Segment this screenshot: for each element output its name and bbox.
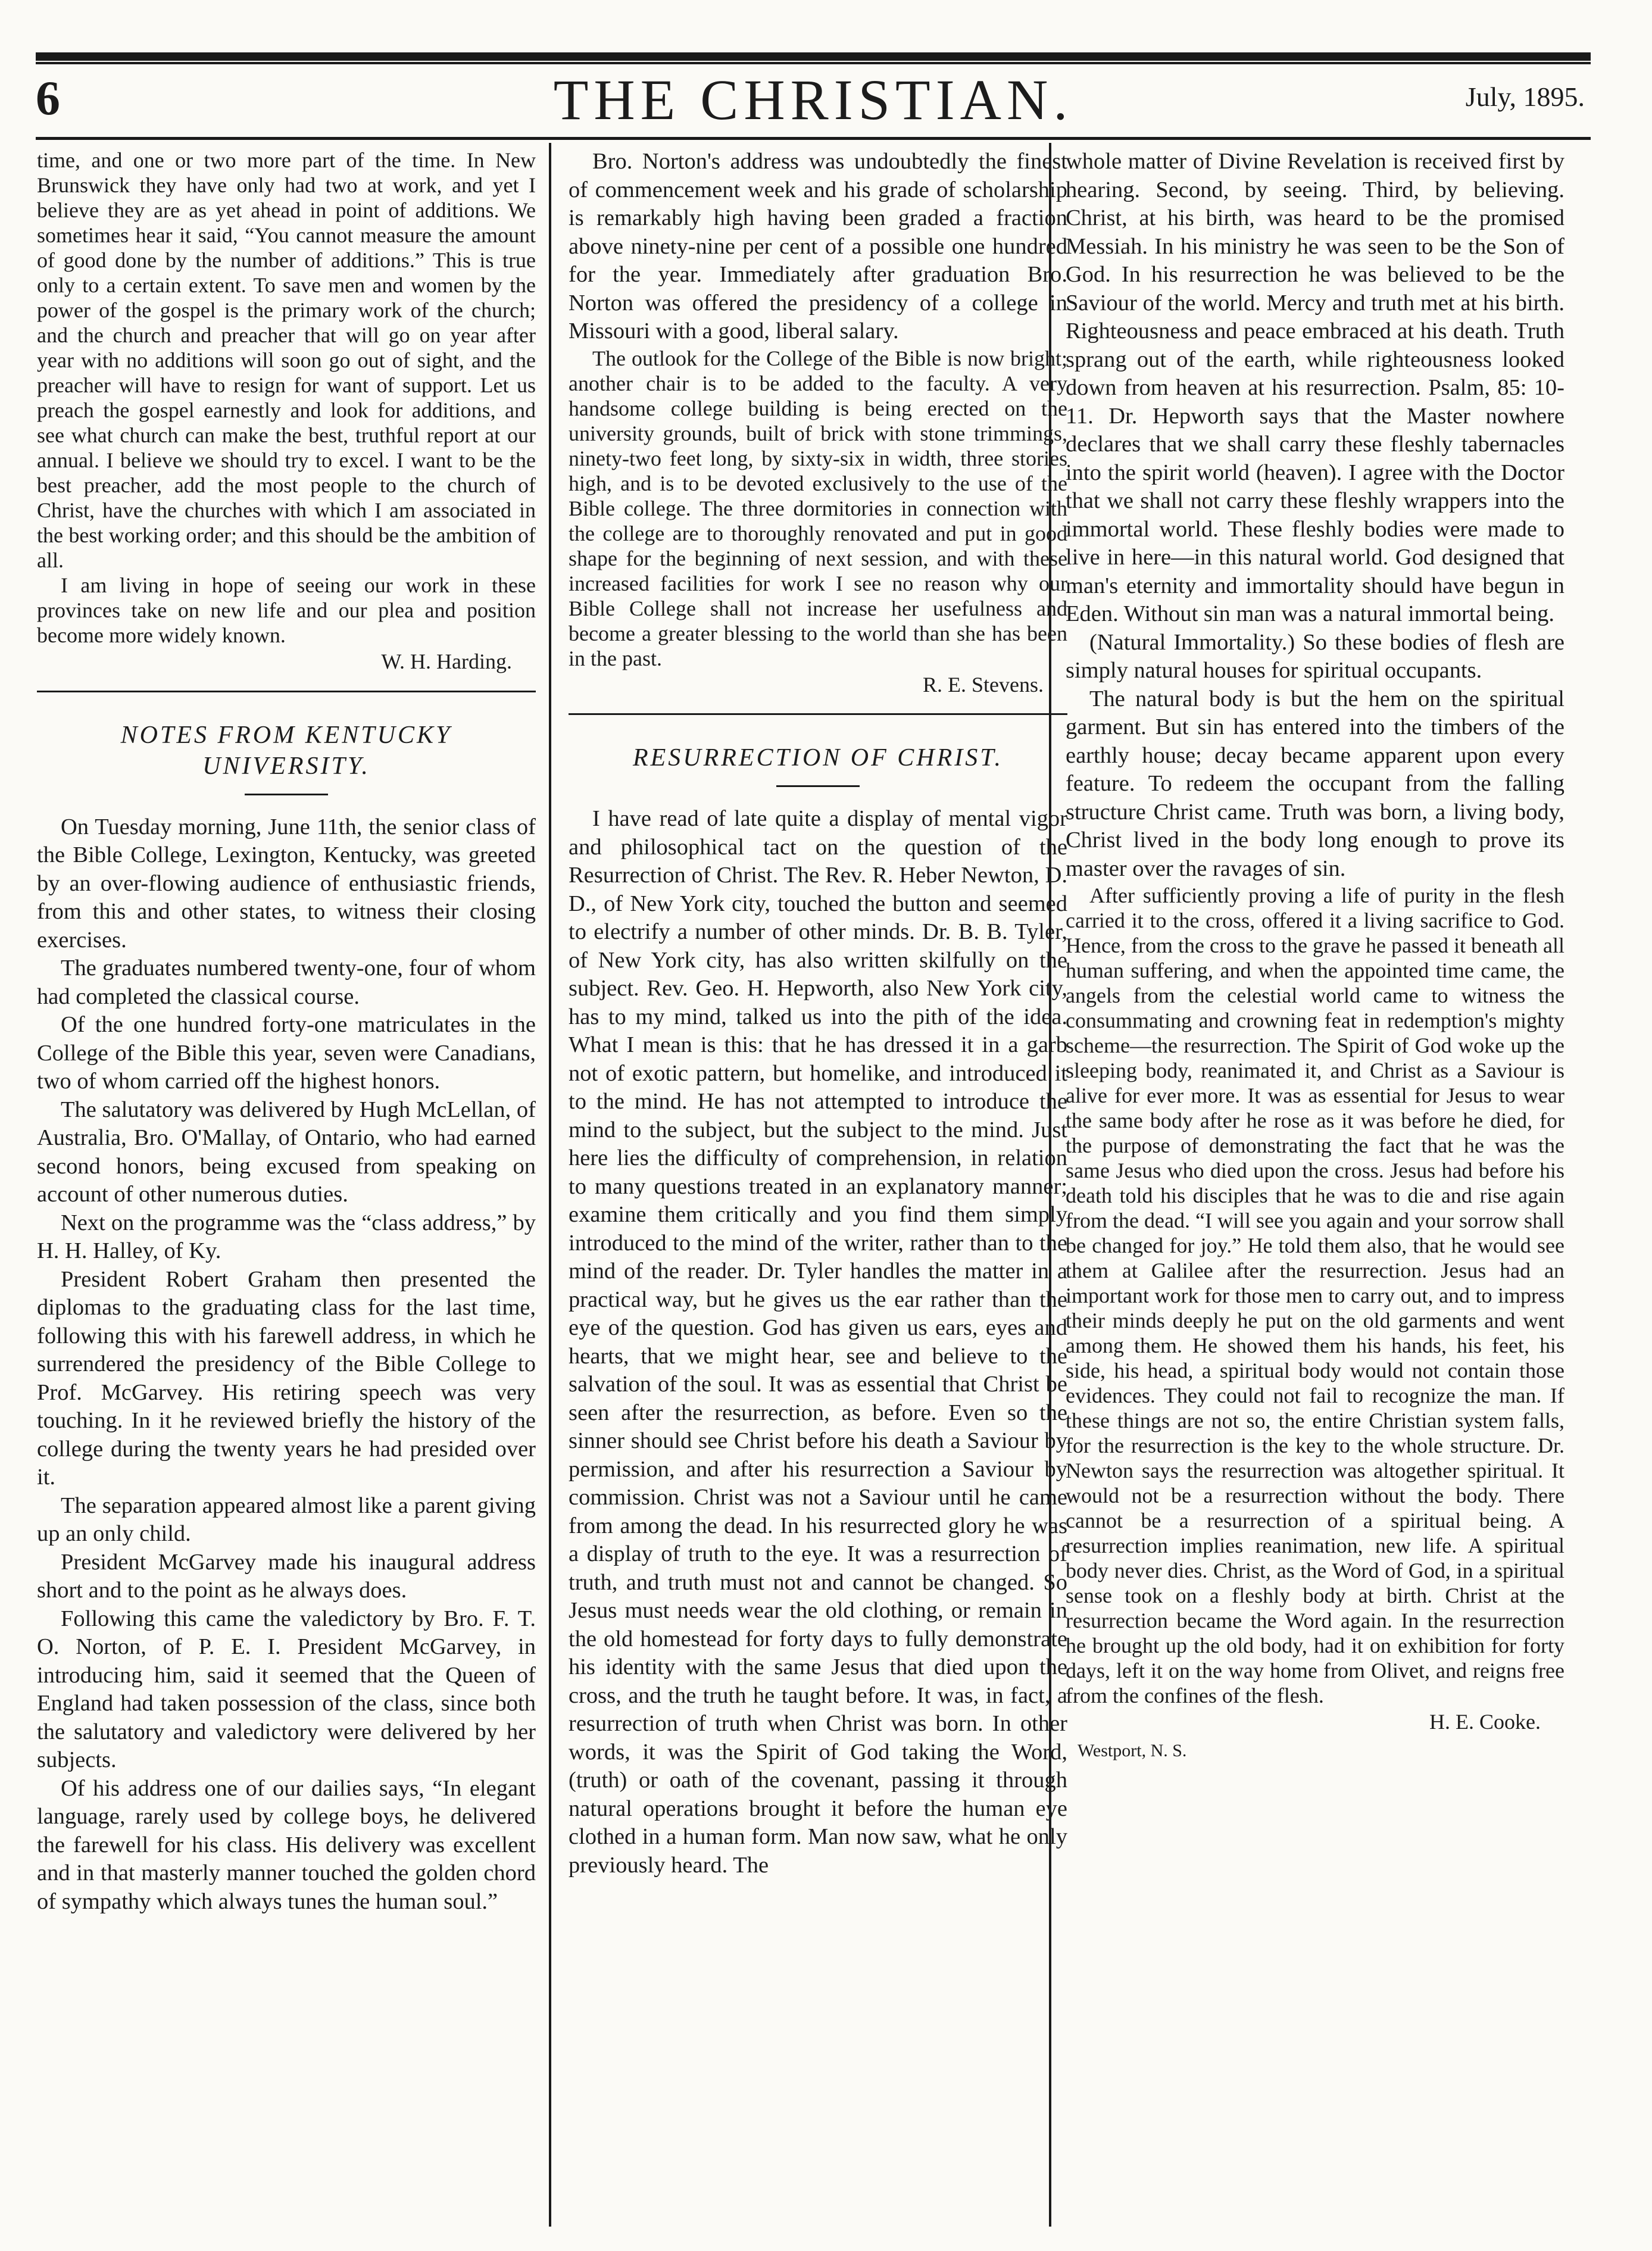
resurrection-paragraph-3: (Natural Immortality.) So these bodies of flesh are simply natural houses for spiritual occupants. [1066,629,1564,683]
kentucky-paragraph: The separation appeared almost like a parent giving up an only child. [37,1493,536,1546]
article-separator [37,691,536,692]
column-1 [37,148,536,1916]
resurrection-paragraph-4: The natural body is but the hem on the spiritual garment. But sin has entered into the timbers of the earthly house; decay became apparent upon every feature. To redeem the occupant from the falling structure Christ came. Truth was born, a living body, Christ lived in the body long enough to prove its master over the ravages of sin. [1066,686,1564,881]
kentucky-paragraph: Next on the programme was the “class address,” by H. H. Halley, of Ky. [37,1210,536,1263]
masthead-rule-heavy [36,52,1591,61]
masthead-rule-thin [36,62,1591,64]
kentucky-paragraph: Of the one hundred forty-one matriculates in the College of the Bible this year, seven were Canadians, two of whom carried off the highest honors. [37,1012,536,1094]
resurrection-heading: RESURRECTION OF CHRIST. [632,744,1004,772]
kentucky-paragraph: President Robert Graham then presented the diplomas to the graduating class for the last time, following this with his farewell address, in which he surrendered the presidency of the Bible College to Prof. McGarvey. His retiring speech was very touching. In it he reviewed briefly the history of the college during the twenty years he had presided over it. [37,1266,536,1490]
harding-paragraph-1: time, and one or two more part of the time. In New Brunswick they have only had two at work, and yet I believe they are as yet ahead in point of additions. We sometimes hear it said, “You cannot measure the amount of good done by the number of additions.” This is true only to a certain extent. To save men and women by the power of the gospel is the primary work of the church; and the church and preacher that will go on year after year with no additions will soon go out of sight, and the preacher will have to resign for want of support. Let us preach the gospel earnestly and look for additions, and see what church can make the best, truthful report at our annual. I believe we should try to excel. I want to be the best preacher, add the most people to the church of Christ, have the churches with which I am associated in the best working order; and this should be the ambition of all. [37,148,536,572]
kentucky-paragraph: President McGarvey made his inaugural address short and to the point as he always does. [37,1549,536,1603]
harding-paragraph-2: I am living in hope of seeing our work in these provinces take on new life and our plea and position become more widely known. [37,573,536,647]
harding-signature: W. H. Harding. [381,650,512,673]
kentucky-paragraph: The graduates numbered twenty-one, four of whom had completed the classical course. [37,956,536,1009]
column-3 [1066,148,1564,1765]
column-2 [569,148,1067,1880]
masthead [36,70,1591,136]
stevens-signature: R. E. Stevens. [923,672,1044,697]
resurrection-paragraph-5: After sufficiently proving a life of purity in the flesh carried it to the cross, offered it a living sacrifice to God. Hence, from the cross to the grave he passed it beneath all human suffering, and when the appointed time came, the angels from the celestial world came to witness the consummating and crowning feat in redemption's mighty scheme—the resurrection. The Spirit of God woke up the sleeping body, reanimated it, and Christ as a Saviour is alive for ever more. It was as essential for Jesus to wear the same body after he rose as it was before he died, for the purpose of demonstrating the fact that he was the same Jesus who died upon the cross. Jesus had before his death told his disciples that he was to die and rise again from the dead. “I will see you again and your sorrow shall be changed for joy.” He told them also, that he would see them at Galilee after the resurrection. Jesus had an important work for those men to carry out, and to impress their minds deeply he put on the old garments and went among them. He showed them his hands, his feet, his side, his head, a spiritual body would not contain those evidences. They could not fail to recognize the man. If these things are not so, the entire Christian system falls, for the resurrection is the key to the whole structure. Dr. Newton says the resurrection was altogether spiritual. It would not be a resurrection without the body. There cannot be a resurrection of a spiritual being. A resurrection implies reanimation, new life. A spiritual body never dies. Christ, as the Word of God, in a spiritual sense took on a fleshly body at birth. Christ at the resurrection became the Word again. In the resurrection he brought up the old body, had it on exhibition for forty days, left it on the way home from Olivet, and reigns free from the confines of the flesh. [1066,883,1564,1707]
kentucky-paragraph: The salutatory was delivered by Hugh McLellan, of Australia, Bro. O'Mallay, of Ontario, who had earned second honors, being excused from speaking on account of other numerous duties. [37,1097,536,1207]
college-outlook-paragraph: The outlook for the College of the Bible is now bright; another chair is to be added to the faculty. A very handsome college building is being erected on the university grounds, built of brick with stone trimmings, ninety-two feet long, by sixty-six in width, three stories high, and is to be devoted exclusively to the use of the Bible college. The three dormitories in connection with the college are to thoroughly renovated and put in good shape for the beginning of next session, and with these increased facilities for work I see no reason why our Bible College shall not increase her usefulness and become a greater blessing to the world than she has been in the past. [569,346,1067,670]
norton-paragraph: Bro. Norton's address was undoubtedly the finest of commencement week and his grade of scholarship is remarkably high having been graded a fraction above ninety-nine per cent of a possible one hundred for the year. Immediately after graduation Bro. Norton was offered the presidency of a college in Missouri with a good, liberal salary. [569,149,1067,344]
kentucky-paragraph: Following this came the valedictory by Bro. F. T. O. Norton, of P. E. I. President McGarvey, in introducing him, said it seemed that the Queen of England had taken possession of the class, since both the salutatory and valedictory were delivered by her subjects. [37,1606,536,1772]
kentucky-article-body [37,813,536,1916]
kentucky-paragraph: Of his address one of our dailies says, “In elegant language, rarely used by college boys, he delivered the farewell for his class. His delivery was excellent and in that masterly manner touched the golden chord of sympathy which always tunes the human soul.” [37,1775,536,1914]
newspaper-title: THE CHRISTIAN. [553,68,1073,132]
page-number: 6 [36,71,60,125]
article-separator [569,713,1067,715]
issue-date: July, 1895. [1465,82,1585,112]
cooke-signature: H. E. Cooke. [1429,1710,1541,1734]
kentucky-heading-line-2: UNIVERSITY. [202,752,370,780]
masthead-bottom-rule [36,137,1591,140]
column-divider-1 [549,143,551,2227]
dateline: Westport, N. S. [1078,1740,1187,1760]
kentucky-paragraph: On Tuesday morning, June 11th, the senior class of the Bible College, Lexington, Kentucky, was greeted by an over-flowing audience of enthusiastic friends, from this and other states, to witness their closing exercises. [37,814,536,953]
resurrection-paragraph-2: whole matter of Divine Revelation is received first by hearing. Second, by seeing. Third, by believing. Christ, at his birth, was heard to be the promised Messiah. In his ministry he was seen to be the Son of God. In his resurrection he was believed to be the Saviour of the world. Mercy and truth met at his birth. Righteousness and peace embraced at his death. Truth sprang out of the earth, while righteousness looked down from heaven at his resurrection. Psalm, 85: 10-11. Dr. Hepworth says that the Master nowhere declares that we shall carry these fleshly tabernacles into the spirit world (heaven). I agree with the Doctor that we shall not carry these fleshly wrappers into the immortal world. These fleshly bodies were made to live in here—in this natural world. God designed that man's eternity and immortality should have begun in Eden. Without sin man was a natural immortal being. [1066,149,1564,626]
resurrection-paragraph-1: I have read of late quite a display of mental vigor and philosophical tact on the question of the Resurrection of Christ. The Rev. R. Heber Newton, D. D., of New York city, touched the button and seemed to electrify a number of other minds. Dr. B. B. Tyler, of New York city, has also written skilfully on the subject. Rev. Geo. H. Hepworth, also New York city, has to my mind, talked us into the pith of the idea. What I mean is this: that he has dressed it in a garb not of exotic pattern, but homelike, and introduced it to the mind. He has not attempted to introduce the mind to the subject, but the subject to the mind. Just here lies the difficulty of comprehension, in relation to many questions treated in an explanatory manner; examine them critically and you find them simply introduced to the mind of the writer, rather than to the mind of the reader. Dr. Tyler handles the matter in a practical way, but he gives us the ear rather than the eye of the question. God has given us ears, eyes and hearts, that we might hear, see and believe to the salvation of the soul. It was as essential that Christ be seen after the resurrection, as before. Even so the sinner should see Christ before his death a Saviour by permission, and after his resurrection a Saviour by commission. Christ was not a Saviour until he came from among the dead. In his resurrected glory he was a display of truth to the eye. It was a resurrection of truth, and truth must not and cannot be changed. So Jesus must needs wear the old clothing, or remain in the old homestead for forty days to fully demonstrate his identity with the same Jesus that died upon the cross, and the truth he taught before. It was, in fact, a resurrection of truth when Christ was born. In other words, it was the Spirit of God taking the Word, (truth) or oath of the covenant, passing it through natural operations brought it before the human eye clothed in a human form. Man now saw, what he only previously heard. The [569,806,1067,1878]
heading-underline [776,785,860,787]
kentucky-heading-line-1: NOTES FROM KENTUCKY [120,721,452,749]
heading-underline [245,794,328,795]
